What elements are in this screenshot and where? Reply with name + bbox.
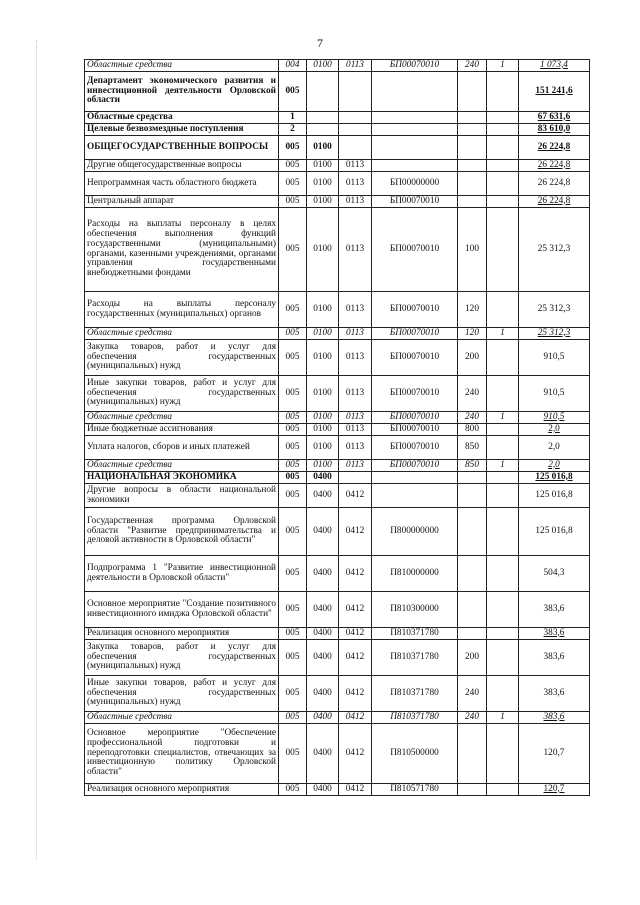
row-source-code xyxy=(487,196,519,208)
table-row xyxy=(85,676,590,712)
row-sum: 26 224,8 xyxy=(519,196,590,208)
row-csr-code xyxy=(372,112,458,124)
row-csr-code: П810371780 xyxy=(372,676,458,712)
table-row xyxy=(85,424,590,436)
row-rz-code: 0400 xyxy=(307,724,339,784)
row-name: Областные средства xyxy=(85,460,279,472)
row-pr-code: 0412 xyxy=(339,508,372,556)
row-csr-code: П810371780 xyxy=(372,712,458,724)
row-name: Уплата налогов, сборов и иных платежей xyxy=(85,436,279,460)
row-gr-code: 005 xyxy=(279,436,307,460)
table-row xyxy=(85,376,590,412)
row-vr-code xyxy=(458,556,487,592)
row-rz-code: 0400 xyxy=(307,556,339,592)
row-vr-code xyxy=(458,472,487,484)
row-source-code xyxy=(487,628,519,640)
row-gr-code: 005 xyxy=(279,712,307,724)
row-vr-code: 200 xyxy=(458,340,487,376)
row-csr-code: БП00070010 xyxy=(372,292,458,328)
row-gr-code: 005 xyxy=(279,676,307,712)
row-pr-code: 0412 xyxy=(339,556,372,592)
row-sum: 910,5 xyxy=(519,340,590,376)
row-rz-code: 0400 xyxy=(307,640,339,676)
row-sum: 383,6 xyxy=(519,640,590,676)
row-sum: 910,5 xyxy=(519,412,590,424)
row-rz-code: 0100 xyxy=(307,424,339,436)
row-gr-code: 005 xyxy=(279,328,307,340)
row-sum: 67 631,6 xyxy=(519,112,590,124)
row-gr-code: 005 xyxy=(279,340,307,376)
row-pr-code xyxy=(339,72,372,112)
row-source-code xyxy=(487,136,519,160)
row-csr-code: П800000000 xyxy=(372,508,458,556)
table-row xyxy=(85,484,590,508)
row-sum: 83 610,0 xyxy=(519,124,590,136)
row-gr-code: 1 xyxy=(279,112,307,124)
row-csr-code xyxy=(372,124,458,136)
table-row xyxy=(85,72,590,112)
row-vr-code xyxy=(458,724,487,784)
row-pr-code: 0113 xyxy=(339,208,372,292)
row-pr-code: 0412 xyxy=(339,628,372,640)
table-body xyxy=(85,60,590,796)
row-csr-code: П810300000 xyxy=(372,592,458,628)
row-sum: 120,7 xyxy=(519,784,590,796)
row-gr-code: 005 xyxy=(279,208,307,292)
row-source-code xyxy=(487,376,519,412)
row-name: Иные закупки товаров, работ и услуг для обеспечения государственных (муниципальных) нужд xyxy=(85,676,279,712)
row-vr-code xyxy=(458,160,487,172)
table-row xyxy=(85,292,590,328)
row-vr-code xyxy=(458,196,487,208)
row-vr-code xyxy=(458,172,487,196)
table-row xyxy=(85,328,590,340)
row-vr-code xyxy=(458,72,487,112)
row-vr-code xyxy=(458,484,487,508)
row-source-code: 1 xyxy=(487,460,519,472)
table-row xyxy=(85,460,590,472)
row-csr-code: П810571780 xyxy=(372,784,458,796)
table-row xyxy=(85,436,590,460)
row-pr-code: 0412 xyxy=(339,676,372,712)
row-source-code xyxy=(487,340,519,376)
row-sum: 1 073,4 xyxy=(519,60,590,72)
row-gr-code: 005 xyxy=(279,484,307,508)
row-gr-code: 2 xyxy=(279,124,307,136)
row-source-code xyxy=(487,556,519,592)
row-name: ОБЩЕГОСУДАРСТВЕННЫЕ ВОПРОСЫ xyxy=(85,136,279,160)
row-source-code xyxy=(487,72,519,112)
row-pr-code: 0113 xyxy=(339,460,372,472)
row-gr-code: 005 xyxy=(279,172,307,196)
row-pr-code xyxy=(339,136,372,160)
row-csr-code xyxy=(372,136,458,160)
row-rz-code: 0100 xyxy=(307,208,339,292)
row-sum: 910,5 xyxy=(519,376,590,412)
row-vr-code: 120 xyxy=(458,328,487,340)
row-source-code: 1 xyxy=(487,60,519,72)
row-rz-code: 0400 xyxy=(307,676,339,712)
row-gr-code: 005 xyxy=(279,376,307,412)
row-gr-code: 005 xyxy=(279,640,307,676)
row-vr-code: 240 xyxy=(458,412,487,424)
row-rz-code: 0400 xyxy=(307,592,339,628)
row-vr-code xyxy=(458,124,487,136)
budget-table xyxy=(84,59,590,796)
table-row xyxy=(85,208,590,292)
row-gr-code: 005 xyxy=(279,424,307,436)
row-csr-code: БП00000000 xyxy=(372,172,458,196)
row-name: Реализация основного мероприятия xyxy=(85,784,279,796)
row-pr-code: 0113 xyxy=(339,196,372,208)
table-row xyxy=(85,136,590,160)
row-pr-code: 0412 xyxy=(339,640,372,676)
row-pr-code xyxy=(339,124,372,136)
row-pr-code: 0113 xyxy=(339,292,372,328)
row-source-code xyxy=(487,436,519,460)
table-row xyxy=(85,124,590,136)
row-name: Областные средства xyxy=(85,712,279,724)
row-rz-code: 0100 xyxy=(307,136,339,160)
row-csr-code: П810500000 xyxy=(372,724,458,784)
row-gr-code: 005 xyxy=(279,724,307,784)
row-rz-code xyxy=(307,112,339,124)
row-pr-code: 0412 xyxy=(339,712,372,724)
row-vr-code: 240 xyxy=(458,676,487,712)
row-name: Реализация основного мероприятия xyxy=(85,628,279,640)
row-csr-code: П810000000 xyxy=(372,556,458,592)
row-source-code xyxy=(487,124,519,136)
page-number: 7 xyxy=(317,36,323,50)
row-rz-code: 0400 xyxy=(307,712,339,724)
row-rz-code: 0100 xyxy=(307,60,339,72)
table-row xyxy=(85,60,590,72)
row-gr-code: 005 xyxy=(279,556,307,592)
scan-binding-mark xyxy=(36,40,38,860)
table-row xyxy=(85,628,590,640)
row-name: Другие вопросы в области национальной экономики xyxy=(85,484,279,508)
row-name: Непрограммная часть областного бюджета xyxy=(85,172,279,196)
row-rz-code: 0400 xyxy=(307,472,339,484)
row-rz-code xyxy=(307,72,339,112)
row-rz-code: 0100 xyxy=(307,196,339,208)
table-row xyxy=(85,724,590,784)
row-gr-code: 005 xyxy=(279,592,307,628)
table-row xyxy=(85,592,590,628)
row-source-code xyxy=(487,724,519,784)
row-gr-code: 004 xyxy=(279,60,307,72)
row-sum: 151 241,6 xyxy=(519,72,590,112)
row-source-code xyxy=(487,784,519,796)
row-gr-code: 005 xyxy=(279,292,307,328)
row-name: Центральный аппарат xyxy=(85,196,279,208)
row-rz-code: 0100 xyxy=(307,172,339,196)
row-pr-code: 0113 xyxy=(339,160,372,172)
row-pr-code: 0113 xyxy=(339,412,372,424)
row-csr-code: П810371780 xyxy=(372,640,458,676)
table-row xyxy=(85,160,590,172)
row-csr-code xyxy=(372,72,458,112)
row-name: Целевые безвозмездные поступления xyxy=(85,124,279,136)
row-pr-code: 0412 xyxy=(339,592,372,628)
row-source-code: 1 xyxy=(487,412,519,424)
row-source-code: 1 xyxy=(487,328,519,340)
row-rz-code: 0100 xyxy=(307,328,339,340)
row-csr-code: БП00070010 xyxy=(372,328,458,340)
row-pr-code: 0113 xyxy=(339,340,372,376)
row-sum: 120,7 xyxy=(519,724,590,784)
row-sum: 26 224,8 xyxy=(519,172,590,196)
row-name: Государственная программа Орловской области "Развитие предпринимательства и деловой активности в Орловской области" xyxy=(85,508,279,556)
row-pr-code: 0113 xyxy=(339,376,372,412)
row-name: Расходы на выплаты персоналу государственных (муниципальных) органов xyxy=(85,292,279,328)
row-source-code xyxy=(487,112,519,124)
row-vr-code xyxy=(458,784,487,796)
row-csr-code: П810371780 xyxy=(372,628,458,640)
row-pr-code: 0113 xyxy=(339,328,372,340)
row-source-code xyxy=(487,508,519,556)
row-rz-code: 0100 xyxy=(307,292,339,328)
row-gr-code: 005 xyxy=(279,508,307,556)
row-name: Иные бюджетные ассигнования xyxy=(85,424,279,436)
row-vr-code: 850 xyxy=(458,436,487,460)
row-csr-code xyxy=(372,484,458,508)
row-gr-code: 005 xyxy=(279,72,307,112)
row-sum: 125 016,8 xyxy=(519,472,590,484)
row-gr-code: 005 xyxy=(279,628,307,640)
table-row xyxy=(85,412,590,424)
table-row xyxy=(85,784,590,796)
row-source-code xyxy=(487,592,519,628)
row-name: Областные средства xyxy=(85,328,279,340)
table-row xyxy=(85,172,590,196)
row-csr-code: БП00070010 xyxy=(372,436,458,460)
row-csr-code: БП00070010 xyxy=(372,424,458,436)
row-name: Департамент экономического развития и инвестиционной деятельности Орловской области xyxy=(85,72,279,112)
row-source-code xyxy=(487,208,519,292)
row-csr-code: БП00070010 xyxy=(372,60,458,72)
row-csr-code: БП00070010 xyxy=(372,340,458,376)
row-name: Иные закупки товаров, работ и услуг для обеспечения государственных (муниципальных) нужд xyxy=(85,376,279,412)
row-rz-code: 0100 xyxy=(307,436,339,460)
table-row xyxy=(85,556,590,592)
row-sum: 383,6 xyxy=(519,628,590,640)
row-name: Основное мероприятие "Создание позитивного инвестиционного имиджа Орловской области" xyxy=(85,592,279,628)
row-rz-code: 0100 xyxy=(307,340,339,376)
row-gr-code: 005 xyxy=(279,412,307,424)
row-gr-code: 005 xyxy=(279,460,307,472)
table-row xyxy=(85,472,590,484)
row-gr-code: 005 xyxy=(279,472,307,484)
row-name: Закупка товаров, работ и услуг для обеспечения государственных (муниципальных) нужд xyxy=(85,340,279,376)
row-gr-code: 005 xyxy=(279,196,307,208)
table-row xyxy=(85,112,590,124)
table-row xyxy=(85,712,590,724)
row-source-code xyxy=(487,160,519,172)
row-vr-code: 240 xyxy=(458,60,487,72)
row-gr-code: 005 xyxy=(279,784,307,796)
row-name: Подпрограмма 1 "Развитие инвестиционной деятельности в Орловской области" xyxy=(85,556,279,592)
row-pr-code xyxy=(339,472,372,484)
row-gr-code: 005 xyxy=(279,160,307,172)
table-row xyxy=(85,340,590,376)
row-name: Областные средства xyxy=(85,60,279,72)
row-vr-code xyxy=(458,628,487,640)
row-sum: 25 312,3 xyxy=(519,328,590,340)
row-rz-code: 0400 xyxy=(307,628,339,640)
row-name: Областные средства xyxy=(85,112,279,124)
row-sum: 504,3 xyxy=(519,556,590,592)
row-source-code xyxy=(487,172,519,196)
row-pr-code: 0412 xyxy=(339,484,372,508)
row-vr-code: 800 xyxy=(458,424,487,436)
row-csr-code: БП00070010 xyxy=(372,208,458,292)
row-source-code xyxy=(487,484,519,508)
row-name: Основное мероприятие "Обеспечение профессиональной подготовки и переподготовки специалистов, отвечающих за инвестиционную политику Орловской области" xyxy=(85,724,279,784)
row-pr-code: 0113 xyxy=(339,436,372,460)
row-gr-code: 005 xyxy=(279,136,307,160)
row-csr-code: БП00070010 xyxy=(372,460,458,472)
row-vr-code: 850 xyxy=(458,460,487,472)
row-sum: 125 016,8 xyxy=(519,484,590,508)
row-sum: 383,6 xyxy=(519,676,590,712)
row-rz-code: 0100 xyxy=(307,160,339,172)
table-row xyxy=(85,640,590,676)
row-csr-code: БП00070010 xyxy=(372,196,458,208)
row-csr-code: БП00070010 xyxy=(372,376,458,412)
row-name: НАЦИОНАЛЬНАЯ ЭКОНОМИКА xyxy=(85,472,279,484)
row-pr-code: 0412 xyxy=(339,784,372,796)
row-rz-code: 0100 xyxy=(307,376,339,412)
row-rz-code xyxy=(307,124,339,136)
row-sum: 25 312,3 xyxy=(519,208,590,292)
row-name: Областные средства xyxy=(85,412,279,424)
row-name: Другие общегосударственные вопросы xyxy=(85,160,279,172)
row-sum: 26 224,8 xyxy=(519,136,590,160)
row-sum: 26 224,8 xyxy=(519,160,590,172)
row-vr-code xyxy=(458,112,487,124)
row-pr-code: 0412 xyxy=(339,724,372,784)
row-pr-code: 0113 xyxy=(339,172,372,196)
row-sum: 383,6 xyxy=(519,592,590,628)
row-sum: 25 312,3 xyxy=(519,292,590,328)
row-sum: 125 016,8 xyxy=(519,508,590,556)
row-sum: 2,0 xyxy=(519,424,590,436)
table-row xyxy=(85,196,590,208)
row-vr-code xyxy=(458,508,487,556)
row-vr-code xyxy=(458,136,487,160)
row-rz-code: 0400 xyxy=(307,484,339,508)
row-csr-code xyxy=(372,160,458,172)
row-csr-code xyxy=(372,472,458,484)
row-sum: 2,0 xyxy=(519,460,590,472)
row-source-code xyxy=(487,676,519,712)
row-rz-code: 0100 xyxy=(307,460,339,472)
row-sum: 383,6 xyxy=(519,712,590,724)
row-pr-code xyxy=(339,112,372,124)
row-source-code xyxy=(487,292,519,328)
row-source-code xyxy=(487,640,519,676)
row-name: Закупка товаров, работ и услуг для обеспечения государственных (муниципальных) нужд xyxy=(85,640,279,676)
row-pr-code: 0113 xyxy=(339,60,372,72)
row-vr-code: 100 xyxy=(458,208,487,292)
row-source-code: 1 xyxy=(487,712,519,724)
row-rz-code: 0100 xyxy=(307,412,339,424)
table-row xyxy=(85,508,590,556)
row-vr-code xyxy=(458,592,487,628)
row-source-code xyxy=(487,424,519,436)
row-pr-code: 0113 xyxy=(339,424,372,436)
row-name: Расходы на выплаты персоналу в целях обеспечения выполнения функций государственными (муниципальными) органами, казенными учреждениями, органами управления государственными внебюджетными фондами xyxy=(85,208,279,292)
row-vr-code: 240 xyxy=(458,712,487,724)
row-vr-code: 200 xyxy=(458,640,487,676)
row-rz-code: 0400 xyxy=(307,508,339,556)
row-source-code xyxy=(487,472,519,484)
row-rz-code: 0400 xyxy=(307,784,339,796)
row-sum: 2,0 xyxy=(519,436,590,460)
row-vr-code: 120 xyxy=(458,292,487,328)
row-vr-code: 240 xyxy=(458,376,487,412)
row-csr-code: БП00070010 xyxy=(372,412,458,424)
